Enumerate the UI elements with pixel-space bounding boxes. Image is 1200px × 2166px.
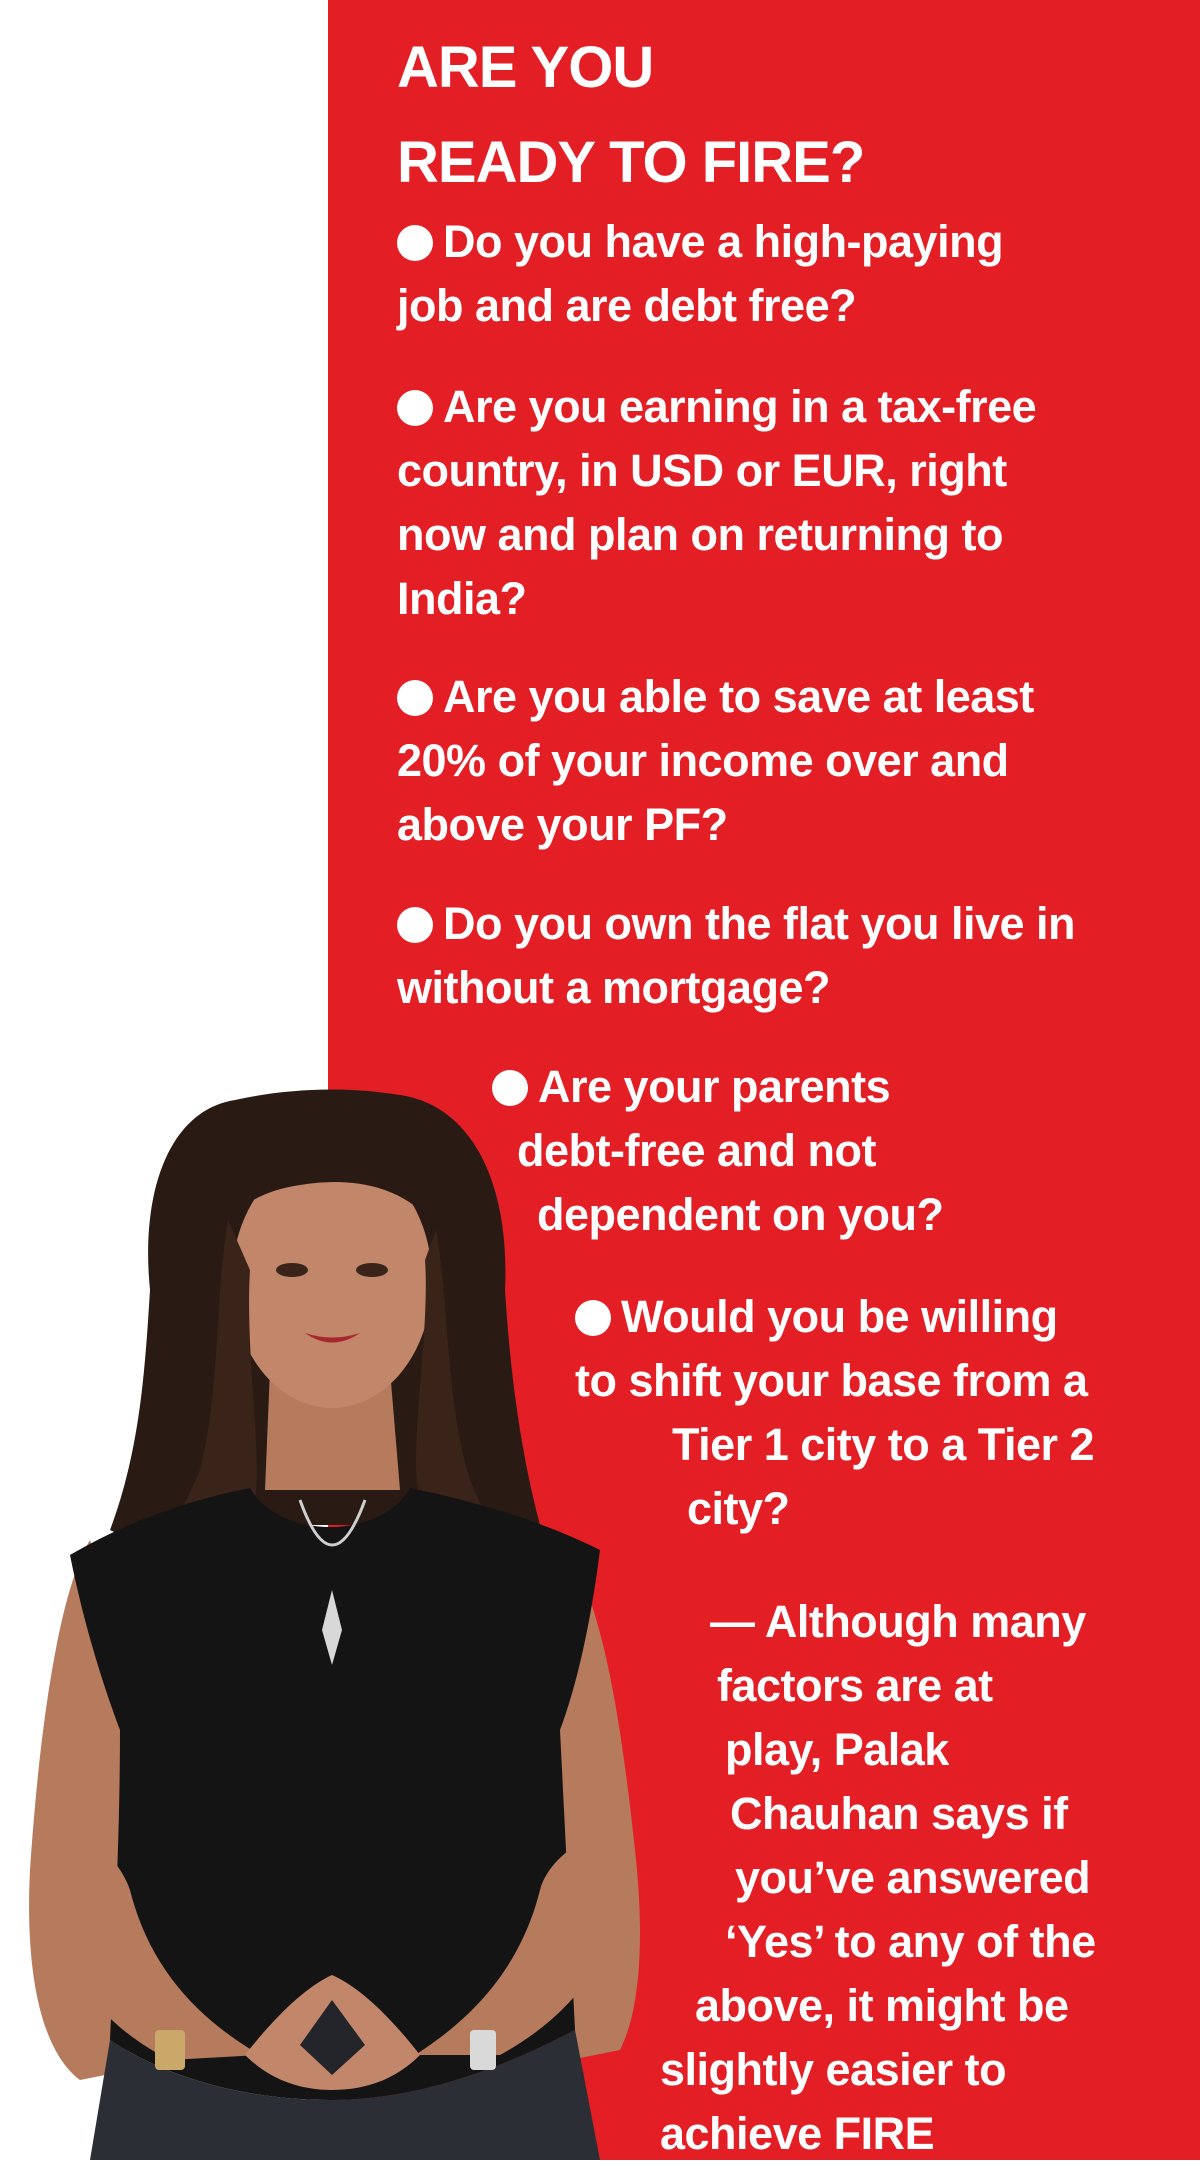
- heading: [397, 20, 864, 210]
- question-line: to shift your base from a: [575, 1355, 1088, 1406]
- bullet-icon: [397, 680, 433, 716]
- question-line: without a mortgage?: [397, 962, 830, 1013]
- heading-line-2: READY TO FIRE?: [397, 130, 865, 195]
- question-line: Tier 1 city to a Tier 2: [672, 1419, 1095, 1470]
- question-line: Are you earning in a tax-free: [443, 381, 1037, 432]
- quote-line: factors are at: [717, 1660, 993, 1711]
- quote-line: — Although many: [710, 1596, 1086, 1647]
- heading-line-1: ARE YOU: [397, 35, 654, 100]
- question-line: Are your parents: [538, 1061, 891, 1112]
- question-line: debt-free and not: [517, 1125, 876, 1176]
- quote-block: [660, 1590, 1096, 2166]
- quote-line: slightly easier to: [660, 2044, 1007, 2095]
- bullet-icon: [492, 1070, 528, 1106]
- question-line: country, in USD or EUR, right: [397, 445, 1007, 496]
- quote-line: you’ve answered: [735, 1852, 1091, 1903]
- bullet-icon: [397, 225, 433, 261]
- question-line: Do you own the flat you live in: [443, 898, 1076, 949]
- question-line: Would you be willing: [621, 1291, 1058, 1342]
- question-5: [492, 1055, 943, 1247]
- question-line: dependent on you?: [537, 1189, 944, 1240]
- question-line: now and plan on returning to: [397, 509, 1003, 560]
- quote-line: Chauhan says if: [730, 1788, 1068, 1839]
- question-line: job and are debt free?: [397, 280, 857, 331]
- bullet-icon: [575, 1300, 611, 1336]
- quote-line: ‘Yes’ to any of the: [725, 1916, 1096, 1967]
- quote-line: play, Palak: [725, 1724, 949, 1775]
- question-line: above your PF?: [397, 799, 728, 850]
- question-line: India?: [397, 573, 527, 624]
- question-line: Are you able to save at least: [443, 671, 1034, 722]
- question-line: 20% of your income over and: [397, 735, 1009, 786]
- question-1: [397, 210, 1003, 338]
- question-2: [397, 375, 1036, 631]
- quote-line: above, it might be: [695, 1980, 1069, 2031]
- question-line: Do you have a high-paying: [443, 216, 1004, 267]
- question-6: [575, 1285, 1094, 1541]
- bullet-icon: [397, 907, 433, 943]
- question-line: city?: [687, 1483, 790, 1534]
- question-4: [397, 892, 1075, 1020]
- bullet-icon: [397, 390, 433, 426]
- quote-line: achieve FIRE: [660, 2108, 935, 2159]
- question-3: [397, 665, 1034, 857]
